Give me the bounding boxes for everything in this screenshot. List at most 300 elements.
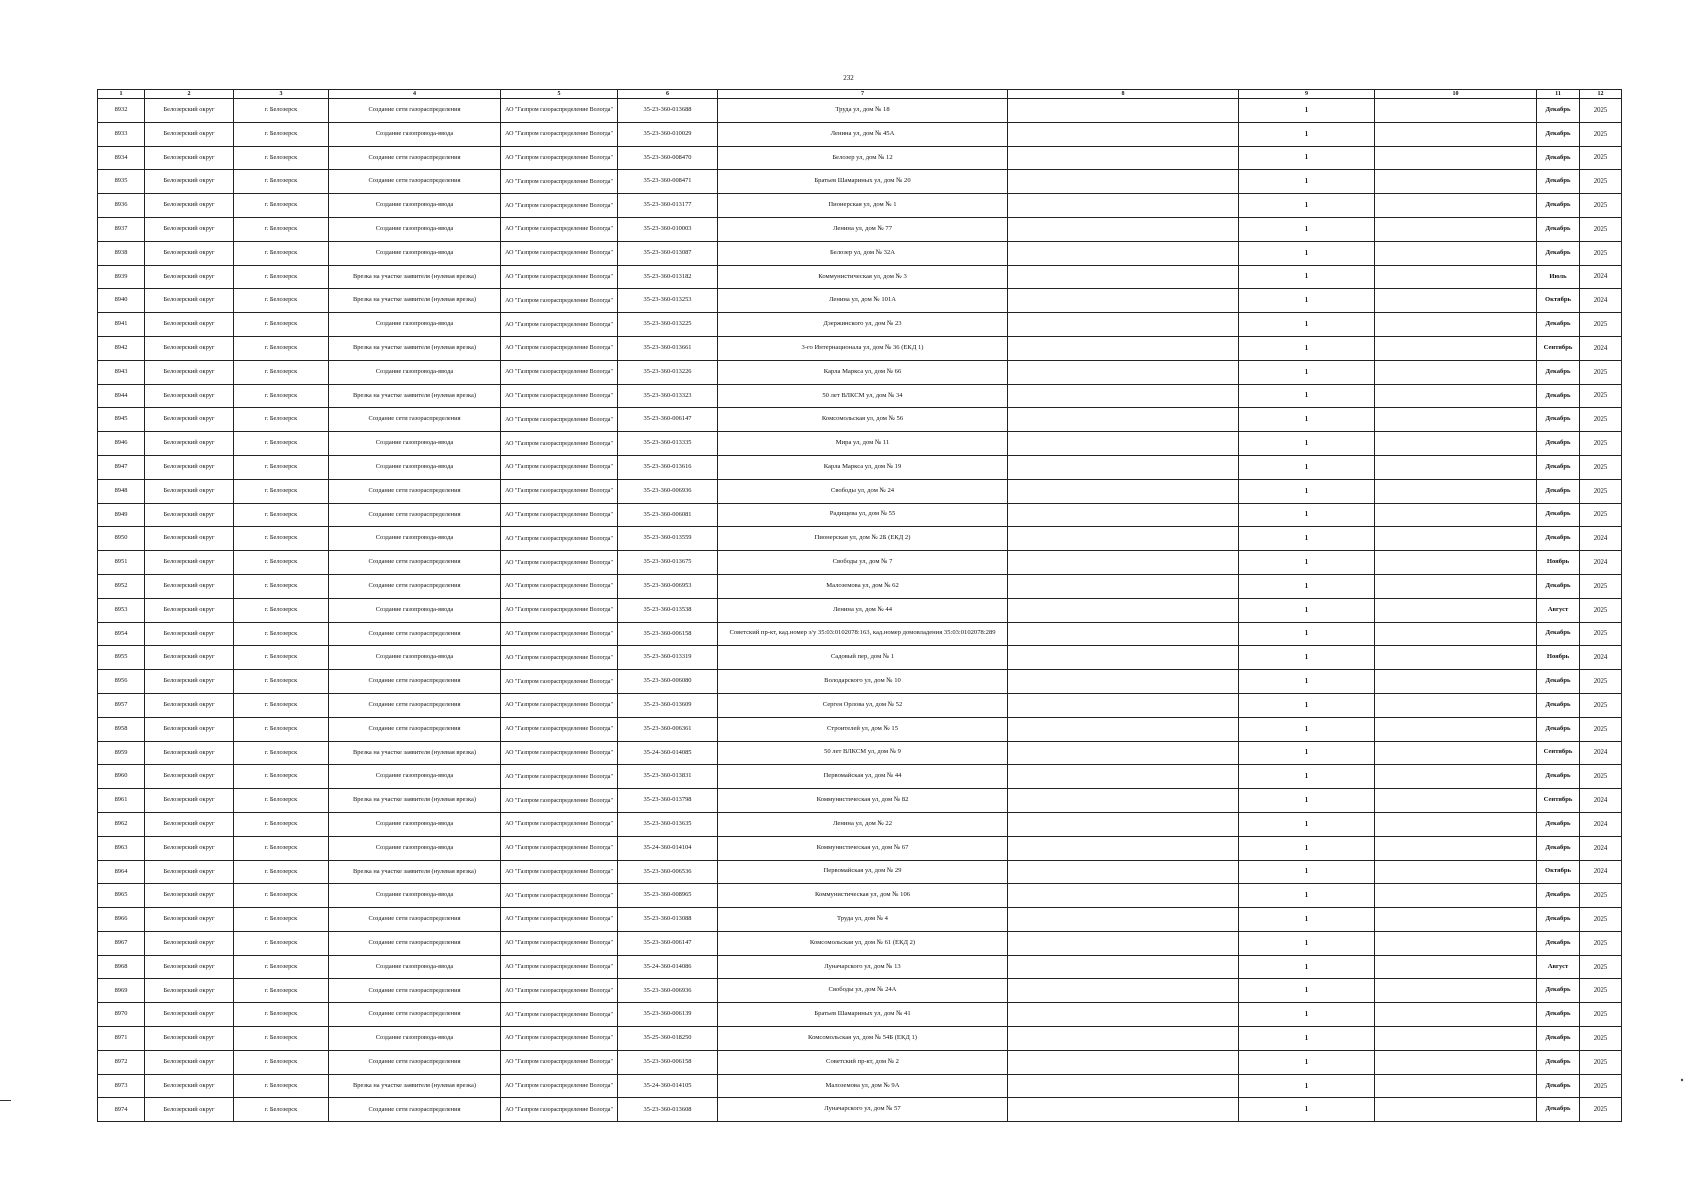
city-cell: г. Белозерск — [234, 455, 329, 479]
quantity-cell: 1 — [1239, 646, 1375, 670]
address-cell: 50 лет ВЛКСМ ул, дом № 34 — [718, 384, 1008, 408]
year-cell: 2025 — [1580, 122, 1622, 146]
city-cell: г. Белозерск — [234, 622, 329, 646]
year-cell: 2025 — [1580, 360, 1622, 384]
quantity-cell: 1 — [1239, 598, 1375, 622]
table-row — [98, 574, 1622, 598]
row-number-cell: 8952 — [98, 574, 145, 598]
application-number-cell: 35-23-360-013616 — [618, 455, 718, 479]
district-cell: Белозерский округ — [145, 717, 234, 741]
row-number-cell: 8934 — [98, 146, 145, 170]
row-number-cell: 8935 — [98, 170, 145, 194]
district-cell: Белозерский округ — [145, 670, 234, 694]
city-cell: г. Белозерск — [234, 432, 329, 456]
column-number: 7 — [718, 90, 1008, 99]
month-cell: Декабрь — [1537, 1074, 1580, 1098]
column-number: 1 — [98, 90, 145, 99]
organization-cell: АО "Газпром газораспределение Вологда" — [501, 1003, 618, 1027]
application-number-cell: 35-23-360-013226 — [618, 360, 718, 384]
organization-cell: АО "Газпром газораспределение Вологда" — [501, 717, 618, 741]
work-type-cell: Создание газопровода-ввода — [329, 955, 501, 979]
column-10-cell — [1375, 979, 1537, 1003]
column-8-cell — [1008, 979, 1239, 1003]
application-number-cell: 35-23-360-006158 — [618, 622, 718, 646]
district-cell: Белозерский округ — [145, 170, 234, 194]
address-cell: Комсомольская ул, дом № 61 (ЕКД 2) — [718, 931, 1008, 955]
application-number-cell: 35-24-360-014104 — [618, 836, 718, 860]
row-number-cell: 8942 — [98, 336, 145, 360]
district-cell: Белозерский округ — [145, 289, 234, 313]
address-cell: Белозер ул, дом № 32А — [718, 241, 1008, 265]
work-type-cell: Врезка на участке заявителя (нулевая врезка) — [329, 789, 501, 813]
column-number: 10 — [1375, 90, 1537, 99]
table-row — [98, 693, 1622, 717]
quantity-cell: 1 — [1239, 1074, 1375, 1098]
month-cell: Декабрь — [1537, 503, 1580, 527]
work-type-cell: Создание сети газораспределения — [329, 170, 501, 194]
quantity-cell: 1 — [1239, 1050, 1375, 1074]
year-cell: 2024 — [1580, 551, 1622, 575]
row-number-cell: 8970 — [98, 1003, 145, 1027]
address-cell: 3-го Интернационала ул, дом № 36 (ЕКД 1) — [718, 336, 1008, 360]
month-cell: Декабрь — [1537, 836, 1580, 860]
month-cell: Декабрь — [1537, 99, 1580, 123]
organization-cell: АО "Газпром газораспределение Вологда" — [501, 598, 618, 622]
column-8-cell — [1008, 1098, 1239, 1122]
row-number-cell: 8950 — [98, 527, 145, 551]
year-cell: 2025 — [1580, 455, 1622, 479]
column-number: 5 — [501, 90, 618, 99]
address-cell: Малоземова ул, дом № 9А — [718, 1074, 1008, 1098]
address-cell: Коммунистическая ул, дом № 106 — [718, 884, 1008, 908]
application-number-cell: 35-23-360-013609 — [618, 693, 718, 717]
column-8-cell — [1008, 99, 1239, 123]
city-cell: г. Белозерск — [234, 693, 329, 717]
district-cell: Белозерский округ — [145, 432, 234, 456]
column-8-cell — [1008, 836, 1239, 860]
quantity-cell: 1 — [1239, 908, 1375, 932]
city-cell: г. Белозерск — [234, 836, 329, 860]
work-type-cell: Создание газопровода-ввода — [329, 598, 501, 622]
year-cell: 2025 — [1580, 765, 1622, 789]
column-10-cell — [1375, 598, 1537, 622]
year-cell: 2025 — [1580, 884, 1622, 908]
month-cell: Октябрь — [1537, 289, 1580, 313]
application-number-cell: 35-23-360-008965 — [618, 884, 718, 908]
address-cell: Комсомольская ул, дом № 54Б (ЕКД 1) — [718, 1027, 1008, 1051]
application-number-cell: 35-23-360-013608 — [618, 1098, 718, 1122]
table-row — [98, 432, 1622, 456]
address-cell: Мира ул, дом № 11 — [718, 432, 1008, 456]
column-8-cell — [1008, 908, 1239, 932]
table-row — [98, 1098, 1622, 1122]
column-8-cell — [1008, 289, 1239, 313]
row-number-cell: 8966 — [98, 908, 145, 932]
application-number-cell: 35-23-360-013675 — [618, 551, 718, 575]
city-cell: г. Белозерск — [234, 146, 329, 170]
quantity-cell: 1 — [1239, 693, 1375, 717]
column-8-cell — [1008, 551, 1239, 575]
row-number-cell: 8967 — [98, 931, 145, 955]
work-type-cell: Врезка на участке заявителя (нулевая врезка) — [329, 860, 501, 884]
address-cell: Свободы ул, дом № 24А — [718, 979, 1008, 1003]
table-row — [98, 836, 1622, 860]
organization-cell: АО "Газпром газораспределение Вологда" — [501, 1050, 618, 1074]
organization-cell: АО "Газпром газораспределение Вологда" — [501, 336, 618, 360]
month-cell: Декабрь — [1537, 170, 1580, 194]
organization-cell: АО "Газпром газораспределение Вологда" — [501, 574, 618, 598]
work-type-cell: Врезка на участке заявителя (нулевая врезка) — [329, 741, 501, 765]
address-cell: Карла Маркса ул, дом № 66 — [718, 360, 1008, 384]
month-cell: Декабрь — [1537, 1003, 1580, 1027]
month-cell: Декабрь — [1537, 194, 1580, 218]
city-cell: г. Белозерск — [234, 646, 329, 670]
table-row — [98, 765, 1622, 789]
table-row — [98, 1003, 1622, 1027]
row-number-cell: 8964 — [98, 860, 145, 884]
organization-cell: АО "Газпром газораспределение Вологда" — [501, 836, 618, 860]
work-type-cell: Создание газопровода-ввода — [329, 765, 501, 789]
column-10-cell — [1375, 1003, 1537, 1027]
year-cell: 2024 — [1580, 265, 1622, 289]
column-8-cell — [1008, 122, 1239, 146]
month-cell: Декабрь — [1537, 360, 1580, 384]
address-cell: Садовый пер, дом № 1 — [718, 646, 1008, 670]
quantity-cell: 1 — [1239, 622, 1375, 646]
city-cell: г. Белозерск — [234, 551, 329, 575]
quantity-cell: 1 — [1239, 479, 1375, 503]
organization-cell: АО "Газпром газораспределение Вологда" — [501, 1027, 618, 1051]
organization-cell: АО "Газпром газораспределение Вологда" — [501, 765, 618, 789]
month-cell: Декабрь — [1537, 527, 1580, 551]
district-cell: Белозерский округ — [145, 931, 234, 955]
application-number-cell: 35-23-360-010029 — [618, 122, 718, 146]
table-row — [98, 455, 1622, 479]
organization-cell: АО "Газпром газораспределение Вологда" — [501, 99, 618, 123]
table-row — [98, 241, 1622, 265]
address-cell: Ленина ул, дом № 101А — [718, 289, 1008, 313]
city-cell: г. Белозерск — [234, 1027, 329, 1051]
row-number-cell: 8961 — [98, 789, 145, 813]
quantity-cell: 1 — [1239, 384, 1375, 408]
work-type-cell: Создание сети газораспределения — [329, 479, 501, 503]
work-type-cell: Врезка на участке заявителя (нулевая врезка) — [329, 384, 501, 408]
column-8-cell — [1008, 360, 1239, 384]
application-number-cell: 35-23-360-013088 — [618, 908, 718, 932]
address-cell: Коммунистическая ул, дом № 82 — [718, 789, 1008, 813]
district-cell: Белозерский округ — [145, 1027, 234, 1051]
organization-cell: АО "Газпром газораспределение Вологда" — [501, 479, 618, 503]
district-cell: Белозерский округ — [145, 574, 234, 598]
city-cell: г. Белозерск — [234, 408, 329, 432]
district-cell: Белозерский округ — [145, 217, 234, 241]
work-type-cell: Создание сети газораспределения — [329, 908, 501, 932]
application-number-cell: 35-23-360-006158 — [618, 1050, 718, 1074]
quantity-cell: 1 — [1239, 170, 1375, 194]
quantity-cell: 1 — [1239, 1003, 1375, 1027]
year-cell: 2025 — [1580, 955, 1622, 979]
column-8-cell — [1008, 408, 1239, 432]
work-type-cell: Создание сети газораспределения — [329, 622, 501, 646]
row-number-cell: 8946 — [98, 432, 145, 456]
address-cell: Первомайская ул, дом № 44 — [718, 765, 1008, 789]
organization-cell: АО "Газпром газораспределение Вологда" — [501, 503, 618, 527]
row-number-cell: 8960 — [98, 765, 145, 789]
address-cell: Ленина ул, дом № 77 — [718, 217, 1008, 241]
month-cell: Декабрь — [1537, 622, 1580, 646]
application-number-cell: 35-23-360-013253 — [618, 289, 718, 313]
table-row — [98, 908, 1622, 932]
column-10-cell — [1375, 931, 1537, 955]
quantity-cell: 1 — [1239, 836, 1375, 860]
work-type-cell: Создание газопровода-ввода — [329, 360, 501, 384]
organization-cell: АО "Газпром газораспределение Вологда" — [501, 908, 618, 932]
column-10-cell — [1375, 313, 1537, 337]
year-cell: 2025 — [1580, 931, 1622, 955]
column-10-cell — [1375, 574, 1537, 598]
district-cell: Белозерский округ — [145, 503, 234, 527]
column-10-cell — [1375, 717, 1537, 741]
row-number-cell: 8972 — [98, 1050, 145, 1074]
column-8-cell — [1008, 622, 1239, 646]
district-cell: Белозерский округ — [145, 455, 234, 479]
address-cell: Советский пр-кт, кад.номер з/у 35:03:0102078:163, кад.номер домовладения 35:03:0102078:289 — [718, 622, 1008, 646]
row-number-cell: 8974 — [98, 1098, 145, 1122]
work-type-cell: Создание сети газораспределения — [329, 99, 501, 123]
application-number-cell: 35-23-360-013087 — [618, 241, 718, 265]
column-8-cell — [1008, 1074, 1239, 1098]
table-row — [98, 503, 1622, 527]
application-number-cell: 35-24-360-014085 — [618, 741, 718, 765]
address-cell: Труда ул, дом № 18 — [718, 99, 1008, 123]
quantity-cell: 1 — [1239, 217, 1375, 241]
organization-cell: АО "Газпром газораспределение Вологда" — [501, 122, 618, 146]
row-number-cell: 8949 — [98, 503, 145, 527]
month-cell: Декабрь — [1537, 979, 1580, 1003]
city-cell: г. Белозерск — [234, 1074, 329, 1098]
column-8-cell — [1008, 241, 1239, 265]
work-type-cell: Создание сети газораспределения — [329, 574, 501, 598]
table-row — [98, 812, 1622, 836]
column-10-cell — [1375, 908, 1537, 932]
city-cell: г. Белозерск — [234, 503, 329, 527]
city-cell: г. Белозерск — [234, 717, 329, 741]
column-10-cell — [1375, 789, 1537, 813]
row-number-cell: 8956 — [98, 670, 145, 694]
year-cell: 2024 — [1580, 336, 1622, 360]
column-8-cell — [1008, 598, 1239, 622]
district-cell: Белозерский округ — [145, 1074, 234, 1098]
year-cell: 2025 — [1580, 170, 1622, 194]
table-row — [98, 1050, 1622, 1074]
address-cell: Дзержинского ул, дом № 23 — [718, 313, 1008, 337]
table-row — [98, 670, 1622, 694]
work-type-cell: Врезка на участке заявителя (нулевая врезка) — [329, 1074, 501, 1098]
column-8-cell — [1008, 717, 1239, 741]
column-10-cell — [1375, 289, 1537, 313]
application-number-cell: 35-23-360-013335 — [618, 432, 718, 456]
column-8-cell — [1008, 527, 1239, 551]
address-cell: Луначарского ул, дом № 13 — [718, 955, 1008, 979]
column-8-cell — [1008, 217, 1239, 241]
year-cell: 2024 — [1580, 812, 1622, 836]
column-8-cell — [1008, 812, 1239, 836]
row-number-cell: 8973 — [98, 1074, 145, 1098]
table-row — [98, 170, 1622, 194]
year-cell: 2024 — [1580, 741, 1622, 765]
district-cell: Белозерский округ — [145, 194, 234, 218]
district-cell: Белозерский округ — [145, 408, 234, 432]
column-10-cell — [1375, 765, 1537, 789]
column-10-cell — [1375, 170, 1537, 194]
year-cell: 2025 — [1580, 908, 1622, 932]
district-cell: Белозерский округ — [145, 384, 234, 408]
page-number: 232 — [843, 74, 854, 82]
work-type-cell: Создание сети газораспределения — [329, 1050, 501, 1074]
district-cell: Белозерский округ — [145, 313, 234, 337]
year-cell: 2025 — [1580, 217, 1622, 241]
year-cell: 2024 — [1580, 789, 1622, 813]
address-cell: Братьев Шамариных ул, дом № 20 — [718, 170, 1008, 194]
work-type-cell: Создание сети газораспределения — [329, 717, 501, 741]
column-8-cell — [1008, 741, 1239, 765]
application-number-cell: 35-24-360-014105 — [618, 1074, 718, 1098]
district-cell: Белозерский округ — [145, 336, 234, 360]
table-row — [98, 931, 1622, 955]
address-cell: Комсомольская ул, дом № 56 — [718, 408, 1008, 432]
column-number: 2 — [145, 90, 234, 99]
organization-cell: АО "Газпром газораспределение Вологда" — [501, 979, 618, 1003]
quantity-cell: 1 — [1239, 789, 1375, 813]
organization-cell: АО "Газпром газораспределение Вологда" — [501, 384, 618, 408]
quantity-cell: 1 — [1239, 812, 1375, 836]
organization-cell: АО "Газпром газораспределение Вологда" — [501, 741, 618, 765]
column-10-cell — [1375, 479, 1537, 503]
table-row — [98, 646, 1622, 670]
row-number-cell: 8936 — [98, 194, 145, 218]
month-cell: Декабрь — [1537, 1027, 1580, 1051]
row-number-cell: 8940 — [98, 289, 145, 313]
year-cell: 2025 — [1580, 979, 1622, 1003]
district-cell: Белозерский округ — [145, 789, 234, 813]
column-10-cell — [1375, 955, 1537, 979]
work-type-cell: Создание сети газораспределения — [329, 408, 501, 432]
column-10-cell — [1375, 194, 1537, 218]
row-number-cell: 8945 — [98, 408, 145, 432]
column-10-cell — [1375, 146, 1537, 170]
column-10-cell — [1375, 884, 1537, 908]
table-row — [98, 408, 1622, 432]
organization-cell: АО "Газпром газораспределение Вологда" — [501, 884, 618, 908]
row-number-cell: 8933 — [98, 122, 145, 146]
quantity-cell: 1 — [1239, 765, 1375, 789]
district-cell: Белозерский округ — [145, 741, 234, 765]
quantity-cell: 1 — [1239, 194, 1375, 218]
month-cell: Декабрь — [1537, 384, 1580, 408]
month-cell: Декабрь — [1537, 408, 1580, 432]
data-table — [97, 89, 1622, 1122]
work-type-cell: Создание газопровода-ввода — [329, 1027, 501, 1051]
application-number-cell: 35-23-360-006147 — [618, 931, 718, 955]
quantity-cell: 1 — [1239, 289, 1375, 313]
month-cell: Декабрь — [1537, 313, 1580, 337]
row-number-cell: 8943 — [98, 360, 145, 384]
column-10-cell — [1375, 455, 1537, 479]
work-type-cell: Врезка на участке заявителя (нулевая врезка) — [329, 265, 501, 289]
column-10-cell — [1375, 693, 1537, 717]
city-cell: г. Белозерск — [234, 1050, 329, 1074]
work-type-cell: Создание газопровода-ввода — [329, 241, 501, 265]
year-cell: 2025 — [1580, 1074, 1622, 1098]
quantity-cell: 1 — [1239, 574, 1375, 598]
column-number: 8 — [1008, 90, 1239, 99]
month-cell: Сентябрь — [1537, 741, 1580, 765]
city-cell: г. Белозерск — [234, 670, 329, 694]
district-cell: Белозерский округ — [145, 836, 234, 860]
column-8-cell — [1008, 265, 1239, 289]
district-cell: Белозерский округ — [145, 527, 234, 551]
year-cell: 2025 — [1580, 503, 1622, 527]
work-type-cell: Создание сети газораспределения — [329, 551, 501, 575]
work-type-cell: Создание сети газораспределения — [329, 1098, 501, 1122]
month-cell: Декабрь — [1537, 217, 1580, 241]
quantity-cell: 1 — [1239, 146, 1375, 170]
district-cell: Белозерский округ — [145, 99, 234, 123]
organization-cell: АО "Газпром газораспределение Вологда" — [501, 551, 618, 575]
application-number-cell: 35-23-360-008470 — [618, 146, 718, 170]
scan-dash-mark — [0, 1099, 12, 1102]
column-10-cell — [1375, 336, 1537, 360]
district-cell: Белозерский округ — [145, 693, 234, 717]
district-cell: Белозерский округ — [145, 146, 234, 170]
column-8-cell — [1008, 313, 1239, 337]
organization-cell: АО "Газпром газораспределение Вологда" — [501, 789, 618, 813]
column-8-cell — [1008, 170, 1239, 194]
column-10-cell — [1375, 1050, 1537, 1074]
column-8-cell — [1008, 503, 1239, 527]
row-number-cell: 8941 — [98, 313, 145, 337]
district-cell: Белозерский округ — [145, 1098, 234, 1122]
quantity-cell: 1 — [1239, 99, 1375, 123]
organization-cell: АО "Газпром газораспределение Вологда" — [501, 955, 618, 979]
work-type-cell: Создание газопровода-ввода — [329, 432, 501, 456]
organization-cell: АО "Газпром газораспределение Вологда" — [501, 170, 618, 194]
quantity-cell: 1 — [1239, 551, 1375, 575]
application-number-cell: 35-24-360-014086 — [618, 955, 718, 979]
column-10-cell — [1375, 860, 1537, 884]
district-cell: Белозерский округ — [145, 241, 234, 265]
address-cell: Коммунистическая ул, дом № 67 — [718, 836, 1008, 860]
table-row — [98, 479, 1622, 503]
address-cell: Строителей ул, дом № 15 — [718, 717, 1008, 741]
city-cell: г. Белозерск — [234, 384, 329, 408]
month-cell: Декабрь — [1537, 1050, 1580, 1074]
column-10-cell — [1375, 432, 1537, 456]
district-cell: Белозерский округ — [145, 479, 234, 503]
address-cell: Сергея Орлова ул, дом № 52 — [718, 693, 1008, 717]
address-cell: Братьев Шамариных ул, дом № 41 — [718, 1003, 1008, 1027]
organization-cell: АО "Газпром газораспределение Вологда" — [501, 408, 618, 432]
organization-cell: АО "Газпром газораспределение Вологда" — [501, 217, 618, 241]
year-cell: 2025 — [1580, 194, 1622, 218]
city-cell: г. Белозерск — [234, 812, 329, 836]
header-row — [98, 90, 1622, 99]
quantity-cell: 1 — [1239, 741, 1375, 765]
city-cell: г. Белозерск — [234, 479, 329, 503]
month-cell: Декабрь — [1537, 717, 1580, 741]
column-8-cell — [1008, 646, 1239, 670]
column-10-cell — [1375, 551, 1537, 575]
